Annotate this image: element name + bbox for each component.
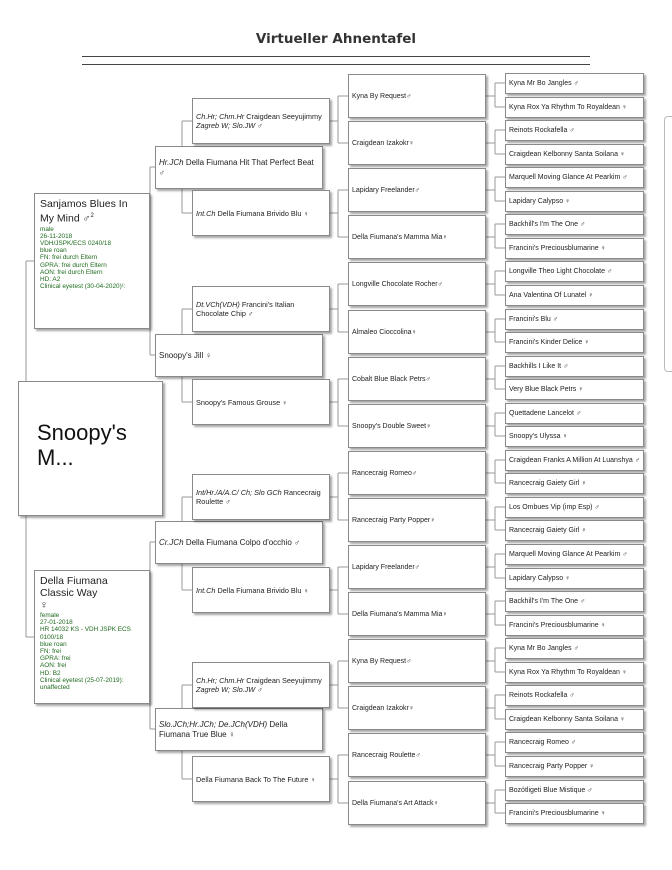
gen3-title: Dt.VCh(VDH) bbox=[196, 300, 240, 309]
gen5-name: Kyna Mr Bo Jangles bbox=[509, 79, 572, 87]
male-icon: ♂ bbox=[571, 79, 579, 87]
sire-name: Sanjamos Blues In My Mind ♂$^2$ bbox=[40, 198, 128, 225]
gen4-name: Della Fiumana's Art Attack bbox=[352, 799, 434, 807]
gen4-name: Craigdean Izakokr bbox=[352, 704, 409, 712]
gen5-text bbox=[509, 669, 627, 677]
dam-name: Della Fiumana Classic Way ♀ bbox=[40, 575, 108, 611]
female-icon: ♀ bbox=[430, 516, 436, 524]
gen5-name: Francini's Kinder Delice bbox=[509, 338, 583, 346]
gen5-name: Reinots Rockafella bbox=[509, 691, 568, 699]
female-icon: ♀ bbox=[587, 762, 595, 770]
gen5-box[interactable] bbox=[505, 261, 644, 282]
gen5-text bbox=[509, 198, 570, 206]
gen5-name: Craigdean Kelbonny Santa Soilana bbox=[509, 715, 618, 723]
male-icon: ♂ bbox=[437, 280, 443, 288]
gen3-box[interactable] bbox=[192, 379, 330, 425]
gen5-text bbox=[509, 645, 579, 653]
gen5-name: Los Ombues Vip (imp Esp) bbox=[509, 503, 593, 511]
male-icon: ♂ bbox=[425, 375, 431, 383]
gen2-name: Della Fiumana Colpo d'occhio bbox=[185, 537, 292, 547]
gen5-box[interactable] bbox=[505, 662, 644, 683]
gen4-name: Rancecraig Party Popper bbox=[352, 516, 431, 524]
male-icon: ♂ bbox=[592, 503, 600, 511]
gen5-box[interactable] bbox=[505, 73, 644, 94]
gen5-name: Kyna Rox Ya Rhythm To Royaldean bbox=[509, 668, 620, 676]
gen5-box[interactable] bbox=[505, 167, 644, 188]
gen4-name: Rancecraig Romeo bbox=[352, 469, 412, 477]
female-icon: ♀ bbox=[586, 291, 594, 299]
gen4-box[interactable] bbox=[348, 451, 486, 495]
sire-detail-line: Clinical eyetest (30-04-2020)¹: bbox=[40, 283, 126, 291]
gen5-box[interactable] bbox=[505, 403, 644, 424]
male-icon: ♂ bbox=[578, 220, 586, 228]
gen4-name: Lapidary Freelander bbox=[352, 563, 415, 571]
gen4-box[interactable] bbox=[348, 639, 486, 683]
gen5-box[interactable] bbox=[505, 591, 644, 612]
dam-detail-line: Clinical eyetest (25-07-2019): unaffected bbox=[40, 676, 124, 692]
gen4-name: Cobalt Blue Black Petrs bbox=[352, 375, 426, 383]
sire-details bbox=[40, 226, 144, 291]
gen2-box[interactable] bbox=[155, 146, 323, 189]
female-icon: ♀ bbox=[280, 397, 288, 407]
gen5-text bbox=[509, 598, 585, 606]
gen5-text bbox=[509, 104, 627, 112]
sire-detail-line: FN: frei durch Eltern bbox=[40, 254, 98, 262]
gen3-suffix: Zagreb W; Slo.JW bbox=[196, 121, 256, 130]
gen5-name: Francini's Preciousblumarine bbox=[509, 244, 599, 252]
gen5-text bbox=[509, 575, 570, 583]
female-icon: ♀ bbox=[617, 150, 626, 158]
female-icon: ♀ bbox=[408, 139, 415, 147]
gen5-box[interactable] bbox=[505, 379, 644, 400]
gen5-name: Craigdean Kelbonny Santa Soilana bbox=[509, 150, 618, 158]
male-icon: ♂ bbox=[406, 657, 412, 665]
gen5-text bbox=[509, 763, 594, 771]
female-icon: ♀ bbox=[308, 774, 316, 784]
gen3-name: Della Fiumana Brivido Blu bbox=[217, 585, 302, 595]
gen5-text bbox=[509, 292, 594, 300]
gen2-name: Della Fiumana Hit That Perfect Beat bbox=[185, 157, 314, 167]
gen5-box[interactable] bbox=[505, 214, 644, 235]
female-icon: ♀ bbox=[563, 574, 571, 582]
gen5-box[interactable] bbox=[505, 97, 644, 118]
gen5-text bbox=[509, 622, 606, 630]
gen2-name: Della Fiumana True Blue bbox=[159, 719, 288, 739]
gen4-box[interactable] bbox=[348, 168, 486, 212]
gen5-name: Craigdean Franks A Million At Luanshya bbox=[509, 456, 633, 464]
gen5-name: Reinots Rockafella bbox=[509, 126, 568, 134]
sire-detail-line: GPRA: frei durch Eltern bbox=[40, 261, 107, 269]
male-icon: ♂ bbox=[585, 786, 593, 794]
gen5-box[interactable] bbox=[505, 756, 644, 777]
gen5-text bbox=[509, 245, 606, 253]
gen5-name: Longville Theo Light Chocolate bbox=[509, 267, 605, 275]
female-icon: ♀ bbox=[579, 526, 587, 534]
female-icon: ♀ bbox=[576, 385, 584, 393]
gen5-name: Ana Valentina Of Lunatel bbox=[509, 291, 587, 299]
female-icon: ♀ bbox=[560, 432, 568, 440]
side-scrollbar[interactable] bbox=[664, 116, 672, 372]
gen2-text bbox=[159, 720, 319, 740]
female-icon: ♀ bbox=[598, 809, 606, 817]
gen5-box[interactable] bbox=[505, 191, 644, 212]
gen4-box[interactable] bbox=[348, 733, 486, 777]
gen5-name: Kyna Mr Bo Jangles bbox=[509, 644, 572, 652]
gen5-box[interactable] bbox=[505, 120, 644, 141]
male-icon: ♂ bbox=[223, 497, 231, 506]
gen5-box[interactable] bbox=[505, 732, 644, 753]
gen5-text bbox=[509, 551, 627, 559]
gen5-box[interactable] bbox=[505, 426, 644, 447]
gen4-name: Lapidary Freelander bbox=[352, 186, 415, 194]
gen5-text bbox=[509, 127, 575, 135]
gen3-text bbox=[196, 209, 309, 218]
gen5-box[interactable] bbox=[505, 803, 644, 824]
sire-detail-line: 26-11-2018 bbox=[40, 232, 73, 240]
female-icon: ♀ bbox=[442, 233, 448, 241]
male-icon: ♂ bbox=[561, 362, 569, 370]
sire-detail-line: blue roan bbox=[40, 247, 67, 255]
female-icon: ♀ bbox=[411, 328, 417, 336]
gen3-name: Craigdean Seeyujimmy bbox=[246, 112, 322, 121]
gen5-box[interactable] bbox=[505, 497, 644, 518]
gen3-box[interactable] bbox=[192, 756, 330, 802]
gen5-name: Rancecraig Gaiety Girl bbox=[509, 526, 580, 534]
dam-detail-line: AON: frei bbox=[40, 662, 67, 670]
male-icon: ♂ bbox=[620, 173, 628, 181]
gen4-box[interactable] bbox=[348, 121, 486, 165]
gen2-name: Snoopy's Jill bbox=[159, 350, 204, 360]
gen5-text bbox=[509, 457, 640, 465]
sire-detail-line: male bbox=[40, 225, 54, 233]
female-icon: ♀ bbox=[619, 103, 628, 111]
female-icon: ♀ bbox=[301, 208, 309, 218]
gen5-box[interactable] bbox=[505, 568, 644, 589]
gen5-name: Backhill's I'm The One bbox=[509, 220, 579, 228]
female-icon: ♀ bbox=[433, 799, 439, 807]
gen5-text bbox=[509, 739, 576, 747]
gen3-text bbox=[196, 775, 316, 784]
gen2-text bbox=[159, 351, 211, 361]
gen3-name: Craigdean Seeyujimmy bbox=[246, 676, 322, 685]
female-icon: ♀ bbox=[203, 350, 212, 360]
gen5-text bbox=[509, 480, 587, 488]
gen4-box[interactable] bbox=[348, 74, 486, 118]
gen5-text bbox=[509, 80, 579, 88]
gen4-box[interactable] bbox=[348, 357, 486, 401]
gen3-box[interactable] bbox=[192, 98, 330, 144]
male-icon: ♂ bbox=[550, 315, 558, 323]
gen5-name: Marquell Moving Glance At Pearkim bbox=[509, 550, 621, 558]
gen5-text bbox=[509, 504, 600, 512]
dam-details bbox=[40, 612, 144, 691]
male-icon: ♂ bbox=[605, 267, 613, 275]
male-icon: ♂ bbox=[574, 409, 582, 417]
male-icon: ♂ bbox=[567, 126, 575, 134]
male-icon: ♂ bbox=[411, 469, 418, 477]
gen4-name: Rancecraig Roulette bbox=[352, 751, 416, 759]
female-icon: ♀ bbox=[442, 610, 448, 618]
gen3-text bbox=[196, 586, 309, 595]
male-icon: ♂ bbox=[255, 121, 263, 130]
page-title: Virtueller Ahnentafel bbox=[255, 31, 417, 47]
gen3-suffix: Zagreb W; Slo.JW bbox=[196, 685, 256, 694]
gen5-name: Francini's Preciousblumarine bbox=[509, 809, 599, 817]
female-icon: ♀ bbox=[598, 244, 606, 252]
gen3-name: Della Fiumana Brivido Blu bbox=[217, 208, 302, 218]
gen4-name: Longville Chocolate Rocher bbox=[352, 280, 438, 288]
gen5-box[interactable] bbox=[505, 615, 644, 636]
gen5-text bbox=[509, 433, 568, 441]
dam-detail-line: female bbox=[40, 612, 60, 619]
gen5-name: Quettadene Lancelot bbox=[509, 409, 574, 417]
male-icon: ♂ bbox=[414, 186, 420, 194]
gen5-text bbox=[509, 339, 590, 347]
gen5-text bbox=[509, 386, 584, 394]
gen5-name: Bozótligeti Blue Mistique bbox=[509, 786, 586, 794]
gen5-text bbox=[509, 410, 581, 418]
gen5-name: Kyna Rox Ya Rhythm To Royaldean bbox=[509, 103, 620, 111]
gen5-name: Rancecraig Party Popper bbox=[509, 762, 588, 770]
female-icon: ♀ bbox=[40, 599, 48, 611]
gen3-box[interactable] bbox=[192, 567, 330, 613]
gen5-name: Very Blue Black Petrs bbox=[509, 385, 577, 393]
gen3-text bbox=[196, 112, 326, 130]
dam-detail-line: blue roan bbox=[40, 640, 67, 648]
male-icon: ♂ bbox=[578, 597, 586, 605]
gen3-text bbox=[196, 398, 288, 407]
male-icon: ♂ bbox=[632, 456, 640, 464]
gen4-box[interactable] bbox=[348, 310, 486, 354]
gen5-box[interactable] bbox=[505, 144, 644, 165]
male-icon: ♂ bbox=[414, 563, 420, 571]
gen3-name: Snoopy's Famous Grouse bbox=[196, 397, 281, 407]
gen3-name: Della Fiumana Back To The Future bbox=[196, 774, 309, 784]
dam-detail-line: HR 14032 KS - VDH JSPK ECS 0100/18 bbox=[40, 626, 131, 641]
gen4-name: Almaleo Cioccolina bbox=[352, 328, 412, 336]
subject-name: Snoopy's M... bbox=[37, 420, 127, 470]
gen4-box[interactable] bbox=[348, 262, 486, 306]
gen2-title: Hr.JCh bbox=[159, 157, 184, 167]
gen5-name: Backhills I Like It bbox=[509, 362, 562, 370]
female-icon: ♀ bbox=[582, 338, 590, 346]
dam-box[interactable] bbox=[34, 570, 150, 704]
sire-box[interactable] bbox=[34, 193, 150, 329]
gen5-text bbox=[509, 174, 627, 182]
gen2-text bbox=[159, 538, 300, 548]
dam-detail-line: 27-01-2018 bbox=[40, 619, 73, 627]
gen4-name: Craigdean Izakokr bbox=[352, 139, 409, 147]
female-icon: ♀ bbox=[426, 422, 432, 430]
gen5-box[interactable] bbox=[505, 685, 644, 706]
gen3-title: Int.Ch bbox=[196, 585, 216, 595]
gen5-text bbox=[509, 268, 612, 276]
gen4-box[interactable] bbox=[348, 498, 486, 542]
gen3-title: Ch.Hr; Chm.Hr bbox=[196, 112, 245, 121]
gen4-name: Kyna By Request bbox=[352, 92, 407, 100]
sire-detail-line: VDH/JSPK/ECS 0240/18 bbox=[40, 239, 112, 247]
female-icon: ♀ bbox=[579, 479, 587, 487]
male-icon: ♂ bbox=[568, 738, 577, 746]
gen2-text bbox=[159, 158, 319, 178]
gen5-box[interactable] bbox=[505, 638, 644, 659]
gen4-box[interactable] bbox=[348, 781, 486, 825]
gen5-box[interactable] bbox=[505, 780, 644, 801]
gen5-name: Lapidary Calypso bbox=[509, 574, 564, 582]
gen5-box[interactable] bbox=[505, 473, 644, 494]
male-icon: ♂ bbox=[159, 167, 165, 177]
male-icon: ♂ bbox=[245, 309, 254, 318]
gen5-text bbox=[509, 151, 625, 159]
gen3-box[interactable] bbox=[192, 190, 330, 236]
gen4-box[interactable] bbox=[348, 686, 486, 730]
female-icon: ♀ bbox=[617, 715, 626, 723]
female-icon: ♀ bbox=[226, 729, 235, 739]
gen4-name: Della Fiumana's Mamma Mia bbox=[352, 610, 443, 618]
gen2-box[interactable] bbox=[155, 334, 323, 377]
male-icon: ♂ bbox=[571, 644, 579, 652]
gen3-name: Rancecraig Roulette bbox=[196, 488, 321, 506]
gen3-text bbox=[196, 676, 326, 694]
gen5-name: Backhill's I'm The One bbox=[509, 597, 579, 605]
male-icon: ♂ bbox=[567, 691, 575, 699]
male-icon: ♂ bbox=[255, 685, 263, 694]
gen5-box[interactable] bbox=[505, 332, 644, 353]
male-icon: ♂ bbox=[620, 550, 628, 558]
gen5-text bbox=[509, 221, 585, 229]
gen4-box[interactable] bbox=[348, 215, 486, 259]
gen5-box[interactable] bbox=[505, 285, 644, 306]
gen5-text bbox=[509, 810, 606, 818]
gen5-name: Francini's Blu bbox=[509, 315, 551, 323]
sire-detail-line: HD: A2 bbox=[40, 275, 61, 283]
gen5-text bbox=[509, 787, 592, 795]
gen3-title: Ch.Hr; Chm.Hr bbox=[196, 676, 245, 685]
dam-detail-line: FN: frei bbox=[40, 648, 61, 656]
male-icon: ♂ bbox=[415, 751, 421, 759]
gen5-box[interactable] bbox=[505, 309, 644, 330]
female-icon: ♀ bbox=[619, 668, 628, 676]
gen3-box[interactable] bbox=[192, 662, 330, 708]
gen4-box[interactable] bbox=[348, 545, 486, 589]
gen5-name: Francini's Preciousblumarine bbox=[509, 621, 599, 629]
gen3-title: Int/Hr./A/A.C/ Ch; Slo GCh bbox=[196, 488, 282, 497]
female-icon: ♀ bbox=[408, 704, 415, 712]
sire-detail-line: AON: frei durch Eltern bbox=[40, 268, 103, 276]
female-icon: ♀ bbox=[563, 197, 571, 205]
subject-box[interactable] bbox=[18, 381, 163, 516]
dam-detail-line: HD: B2 bbox=[40, 669, 61, 677]
gen5-text bbox=[509, 716, 625, 724]
gen3-name: Francini's Italian Chocolate Chip bbox=[196, 300, 295, 318]
gen5-box[interactable] bbox=[505, 709, 644, 730]
gen5-text bbox=[509, 363, 568, 371]
gen3-text bbox=[196, 488, 326, 506]
male-icon: ♂ bbox=[82, 212, 91, 225]
female-icon: ♀ bbox=[598, 621, 606, 629]
gen5-text bbox=[509, 316, 558, 324]
gen4-box[interactable] bbox=[348, 404, 486, 448]
gen5-text bbox=[509, 692, 575, 700]
gen5-name: Rancecraig Romeo bbox=[509, 738, 569, 746]
dam-detail-line: GPRA: frei bbox=[40, 655, 71, 663]
gen5-name: Lapidary Calypso bbox=[509, 197, 564, 205]
gen5-name: Marquell Moving Glance At Pearkim bbox=[509, 173, 621, 181]
gen5-box[interactable] bbox=[505, 520, 644, 541]
female-icon: ♀ bbox=[301, 585, 309, 595]
gen2-box[interactable] bbox=[155, 708, 323, 751]
gen3-title: Int.Ch bbox=[196, 208, 216, 218]
male-icon: ♂ bbox=[406, 92, 412, 100]
gen5-name: Rancecraig Gaiety Girl bbox=[509, 479, 580, 487]
gen4-name: Kyna By Request bbox=[352, 657, 407, 665]
gen5-box[interactable] bbox=[505, 356, 644, 377]
gen3-box[interactable] bbox=[192, 474, 330, 520]
gen5-box[interactable] bbox=[505, 544, 644, 565]
male-icon: ♂ bbox=[291, 537, 301, 547]
gen3-box[interactable] bbox=[192, 286, 330, 332]
gen5-name: Snoopy's Ulyssa bbox=[509, 432, 561, 440]
gen2-title: Cr.JCh bbox=[159, 537, 184, 547]
gen5-text bbox=[509, 527, 587, 535]
gen2-box[interactable] bbox=[155, 521, 323, 564]
gen2-title: Slo.JCh;Hr.JCh; De.JCh(VDH) bbox=[159, 719, 268, 729]
gen5-box[interactable] bbox=[505, 450, 644, 471]
gen3-text bbox=[196, 300, 326, 318]
gen4-name: Snoopy's Double Sweet bbox=[352, 422, 427, 430]
gen4-box[interactable] bbox=[348, 592, 486, 636]
gen5-box[interactable] bbox=[505, 238, 644, 259]
gen4-name: Della Fiumana's Mamma Mia bbox=[352, 233, 443, 241]
